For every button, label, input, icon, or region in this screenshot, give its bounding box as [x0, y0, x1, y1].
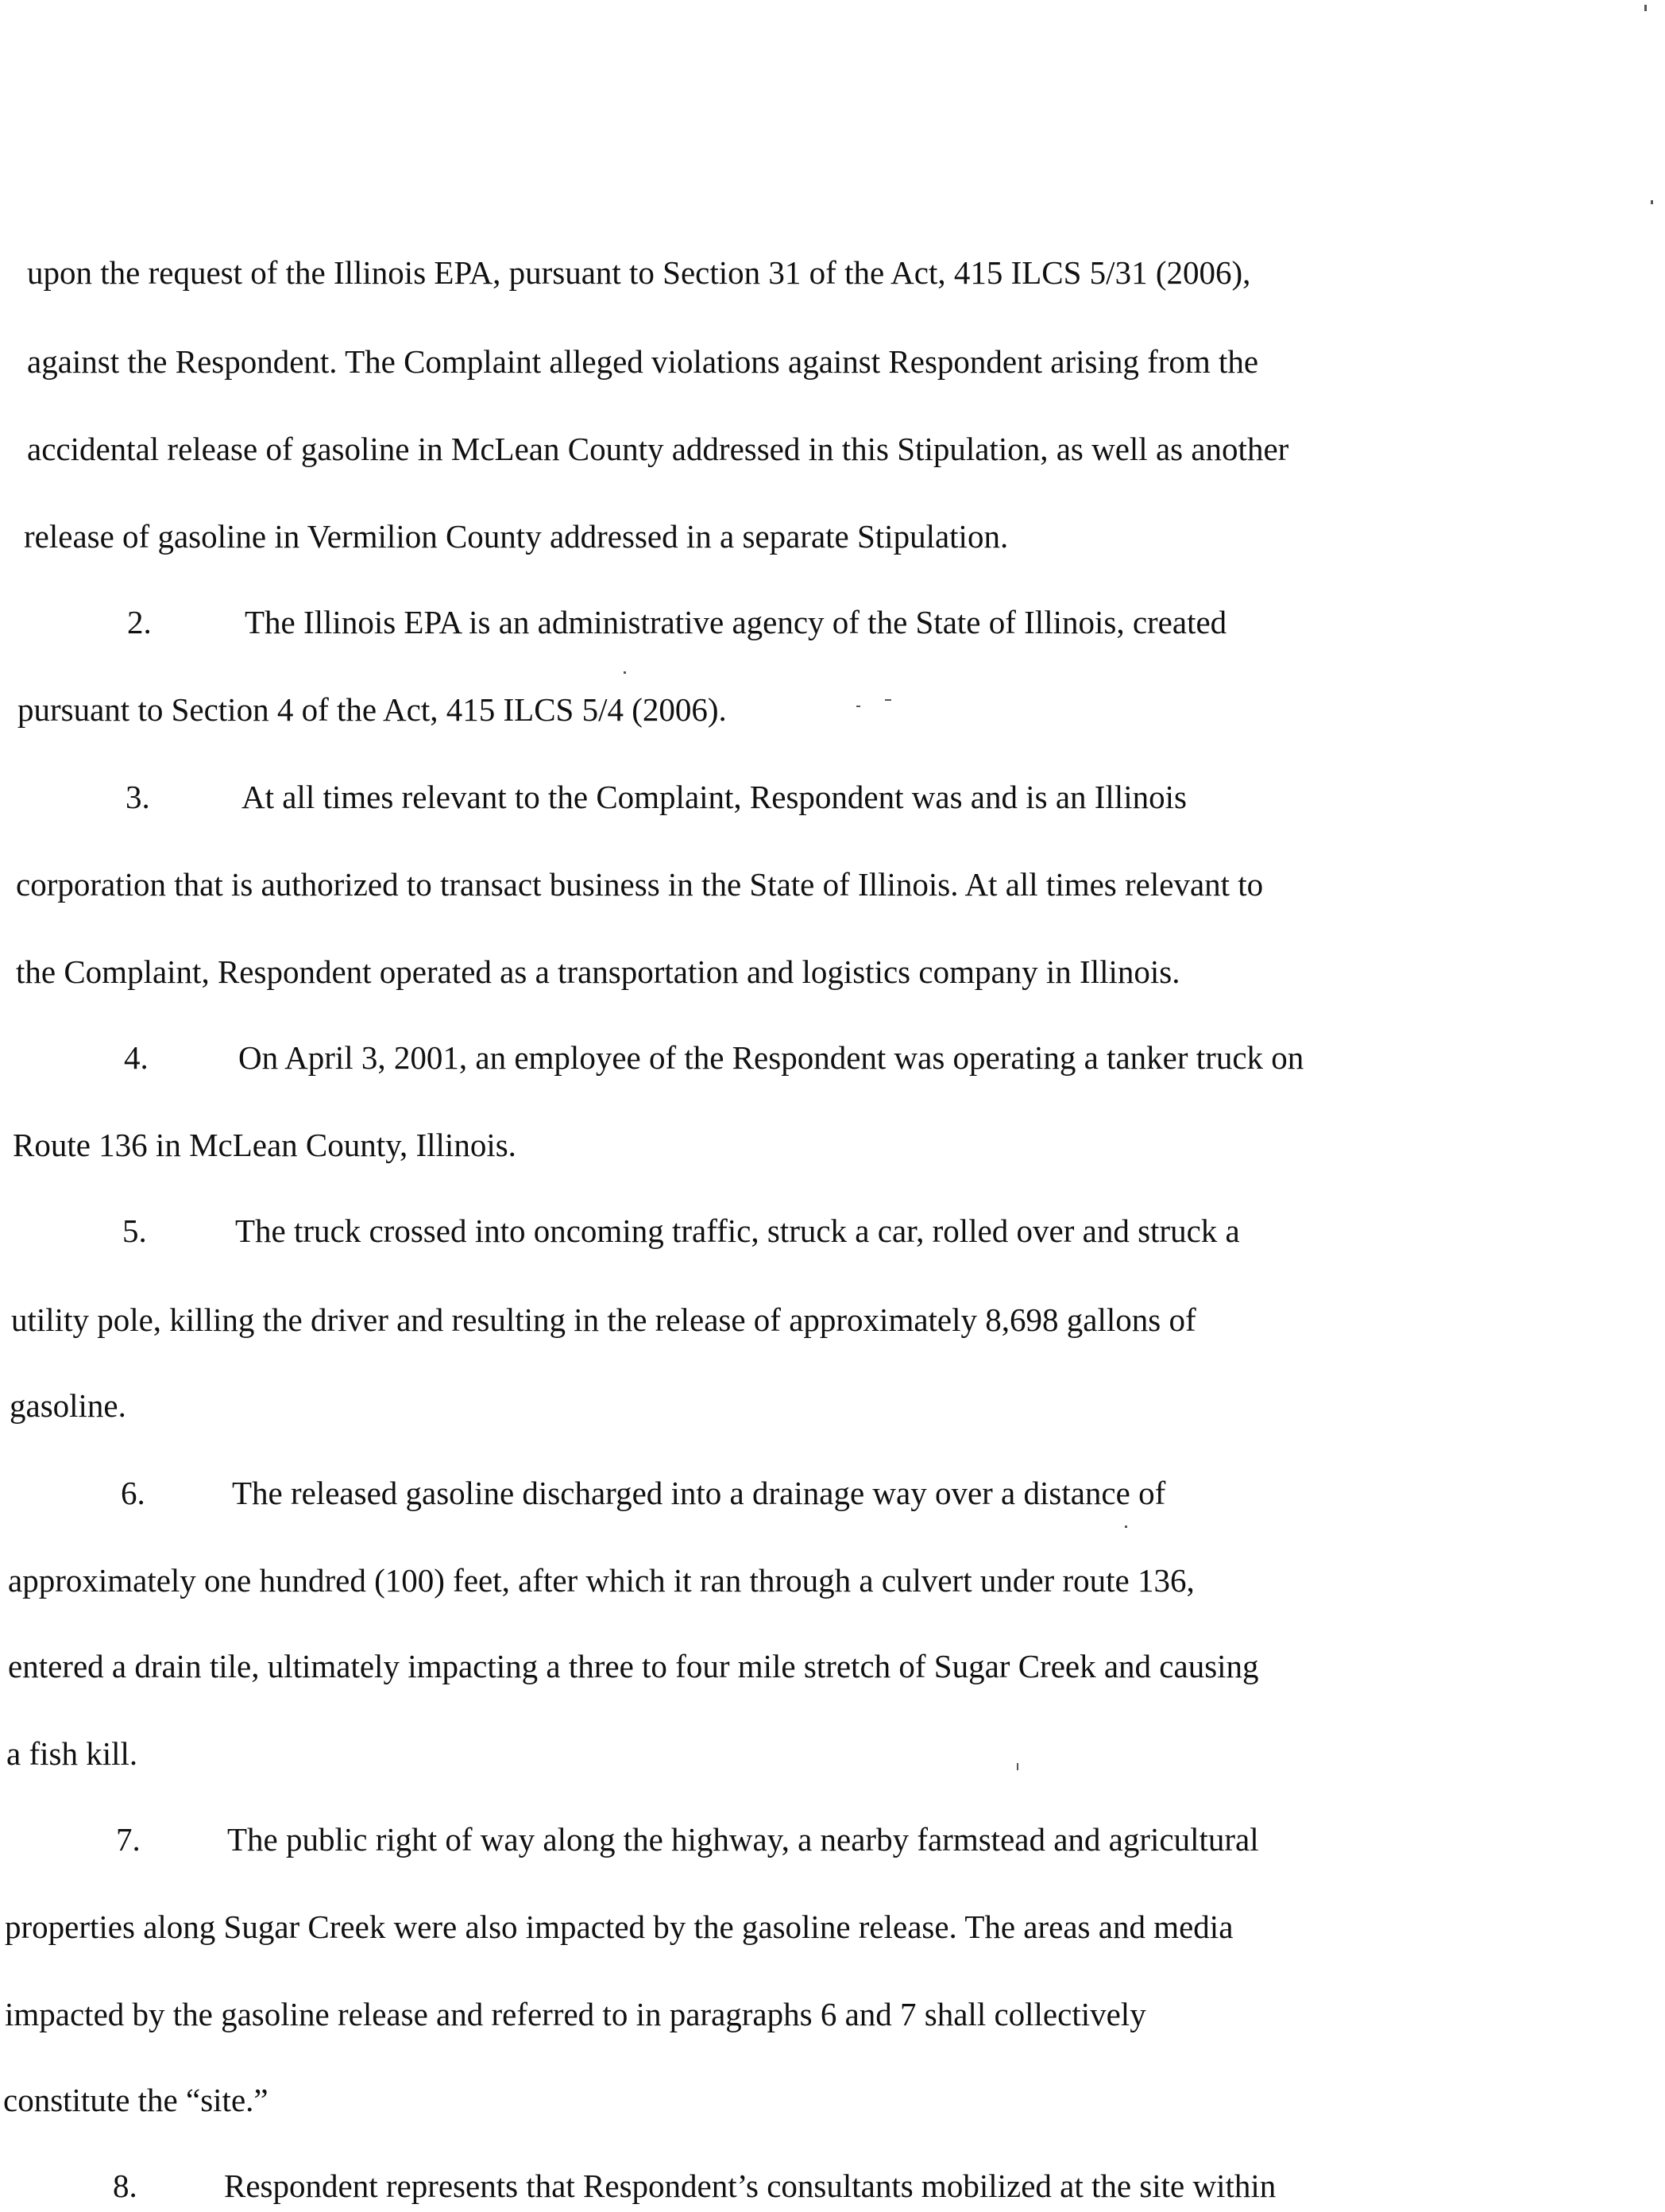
text-line: accidental release of gasoline in McLean County addressed in this Stipulation, as well as another	[27, 431, 1289, 467]
scan-artifact	[1644, 5, 1647, 11]
paragraph-number: 6.	[121, 1475, 145, 1511]
paragraph-number: 8.	[113, 2168, 137, 2204]
text-line: The truck crossed into oncoming traffic, struck a car, rolled over and struck a	[235, 1212, 1240, 1249]
text-line: pursuant to Section 4 of the Act, 415 ILCS 5/4 (2006).	[17, 691, 727, 728]
scan-artifact	[624, 671, 626, 674]
scan-artifact	[856, 706, 860, 707]
scan-artifact	[1651, 200, 1653, 204]
text-line: The Illinois EPA is an administrative agency of the State of Illinois, created	[245, 604, 1227, 640]
paragraph-number: 3.	[126, 779, 150, 815]
text-line: corporation that is authorized to transact business in the State of Illinois. At all times relevant to	[16, 866, 1264, 903]
paragraph-number: 4.	[124, 1039, 149, 1076]
paragraph-number: 7.	[116, 1821, 141, 1858]
text-line: utility pole, killing the driver and resulting in the release of approximately 8,698 gallons of	[11, 1301, 1196, 1338]
text-line: upon the request of the Illinois EPA, pursuant to Section 31 of the Act, 415 ILCS 5/31 (2006),	[27, 254, 1251, 291]
text-line: approximately one hundred (100) feet, after which it ran through a culvert under route 136,	[8, 1562, 1195, 1599]
text-line: properties along Sugar Creek were also impacted by the gasoline release. The areas and media	[5, 1908, 1234, 1945]
text-line: constitute the “site.”	[3, 2082, 268, 2118]
text-line: The released gasoline discharged into a drainage way over a distance of	[232, 1475, 1166, 1511]
paragraph-number: 2.	[127, 604, 152, 640]
text-line: Respondent represents that Respondent’s consultants mobilized at the site within	[224, 2168, 1277, 2204]
text-line: the Complaint, Respondent operated as a transportation and logistics company in Illinois.	[16, 953, 1180, 990]
paragraph-number: 5.	[122, 1212, 147, 1249]
text-line: gasoline.	[10, 1387, 126, 1424]
text-line: The public right of way along the highway, a nearby farmstead and agricultural	[227, 1821, 1259, 1858]
scan-artifact	[1017, 1763, 1018, 1770]
text-line: a fish kill.	[6, 1735, 138, 1772]
text-line: On April 3, 2001, an employee of the Respondent was operating a tanker truck on	[238, 1039, 1304, 1076]
text-line: against the Respondent. The Complaint alleged violations against Respondent arising from the	[27, 343, 1259, 380]
text-line: release of gasoline in Vermilion County addressed in a separate Stipulation.	[24, 518, 1009, 555]
text-line: Route 136 in McLean County, Illinois.	[13, 1127, 516, 1163]
scan-artifact	[1125, 1526, 1127, 1528]
text-line: entered a drain tile, ultimately impacting a three to four mile stretch of Sugar Creek and causing	[8, 1648, 1259, 1684]
text-line: At all times relevant to the Complaint, Respondent was and is an Illinois	[241, 779, 1187, 815]
text-line: impacted by the gasoline release and referred to in paragraphs 6 and 7 shall collectively	[5, 1996, 1146, 2032]
scan-artifact	[885, 699, 891, 701]
